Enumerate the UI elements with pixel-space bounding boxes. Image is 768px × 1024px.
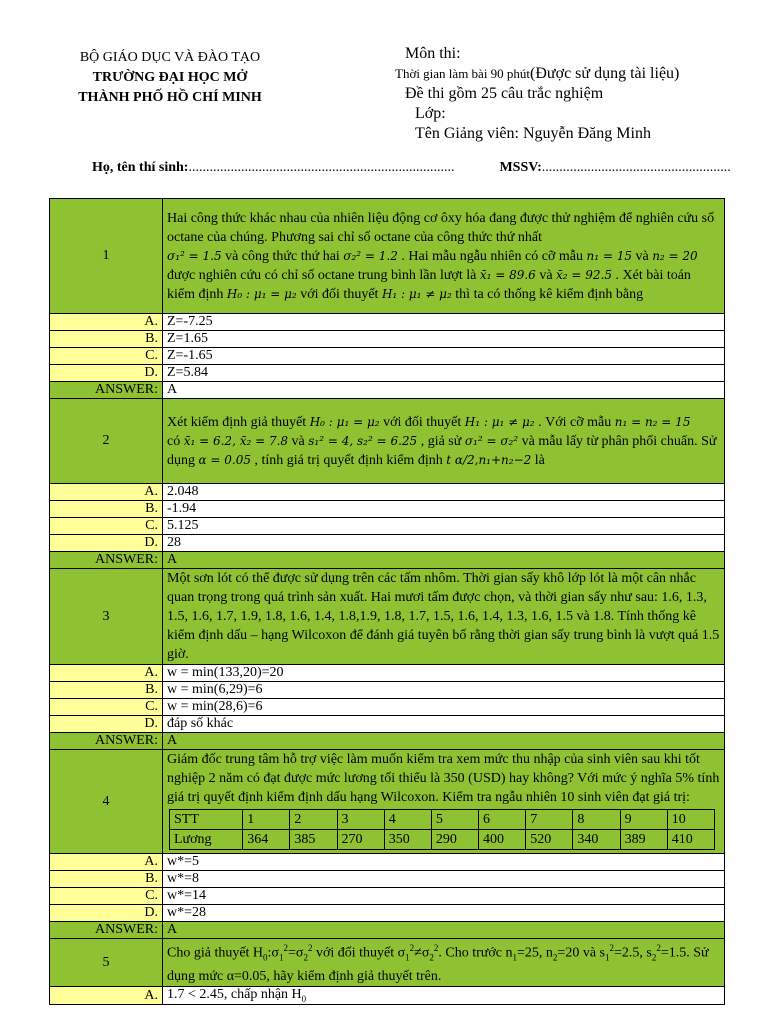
formula: n₁ = n₂ = 15 — [614, 414, 691, 429]
table-cell: 364 — [243, 830, 290, 850]
option-key: C. — [50, 518, 163, 535]
text-segment: . Xét bài toán kiểm định — [167, 267, 691, 302]
salary-table-row-values — [170, 830, 715, 850]
option-row[interactable] — [50, 699, 725, 716]
table-cell: 7 — [526, 810, 573, 830]
table-cell: 4 — [384, 810, 431, 830]
text-segment: với đối thuyết σ — [312, 945, 406, 961]
candidate-line — [92, 160, 732, 176]
table-cell: 8 — [573, 810, 620, 830]
option-text: Z=-7.25 — [163, 314, 725, 331]
question-count: Đề thi gồm 25 câu trắc nghiệm — [405, 85, 604, 102]
text-segment: 1.7 < 2.45, chấp nhận H — [167, 987, 302, 1003]
table-cell: Lương — [170, 830, 243, 850]
text-segment: 1 — [604, 952, 610, 963]
text-segment: 2 — [409, 943, 415, 953]
ministry-name: BỘ GIÁO DỤC VÀ ĐÀO TẠO — [79, 50, 261, 65]
option-row[interactable] — [50, 365, 725, 382]
text-segment: 1 — [512, 952, 518, 963]
table-cell: 9 — [620, 810, 667, 830]
subject-label: Môn thi: — [405, 45, 461, 62]
formula: s₁² = 4, s₂² = 6.25 — [308, 433, 418, 448]
text-segment: 2 — [609, 943, 614, 953]
option-row[interactable] — [50, 987, 725, 1005]
option-row[interactable] — [50, 682, 725, 699]
formula: H₀ : μ₁ = μ₂ — [226, 286, 297, 301]
question-1 — [50, 199, 725, 314]
text-segment: 2 — [433, 943, 439, 953]
answer-value: A — [163, 552, 725, 569]
answer-row — [50, 922, 725, 939]
option-text: w*=14 — [163, 888, 725, 905]
text-segment: . Cho trước n — [438, 945, 513, 961]
formula: n₁ = 15 — [586, 248, 632, 263]
option-key: D. — [50, 535, 163, 552]
formula: x̄₁ = 89.6 — [479, 267, 536, 282]
text-segment: Cho giả thuyết H — [167, 945, 264, 961]
question-number: 5 — [50, 939, 163, 987]
option-row[interactable] — [50, 518, 725, 535]
table-cell: 290 — [431, 830, 478, 850]
text-segment: =σ — [287, 945, 304, 961]
text-segment: . Với cỡ mẫu — [538, 414, 612, 430]
option-key: B. — [50, 501, 163, 518]
table-cell: 6 — [479, 810, 526, 830]
formula: x̄₁ = 6.2, x̄₂ = 7.8 — [183, 433, 289, 448]
text-segment: , tính giá trị quyết định kiểm định — [254, 452, 443, 468]
option-text: w = min(6,29)=6 — [163, 682, 725, 699]
formula: n₂ = 20 — [652, 248, 698, 263]
formula: H₁ : μ₁ ≠ μ₂ — [381, 286, 452, 301]
answer-row — [50, 733, 725, 750]
option-text: Z=-1.65 — [163, 348, 725, 365]
text-segment: :σ — [267, 945, 279, 961]
table-cell: 350 — [384, 830, 431, 850]
option-key: B. — [50, 871, 163, 888]
salary-table-row-index — [170, 810, 715, 830]
text-segment: và — [539, 267, 553, 283]
option-row[interactable] — [50, 314, 725, 331]
option-key: D. — [50, 716, 163, 733]
text-segment: và — [291, 433, 305, 449]
text-segment: 2 — [283, 943, 288, 953]
option-row[interactable] — [50, 665, 725, 682]
answer-row — [50, 382, 725, 399]
option-key: C. — [50, 348, 163, 365]
text-segment: 1 — [405, 952, 410, 963]
text-segment: 2 — [656, 943, 661, 953]
text-segment: 2 — [429, 952, 434, 963]
question-3 — [50, 569, 725, 665]
student-id-label: MSSV: — [499, 160, 542, 175]
text-segment: là — [534, 452, 545, 468]
formula: t α/2,n₁+n₂−2 — [446, 452, 532, 467]
option-text: w*=8 — [163, 871, 725, 888]
text-segment: và — [635, 248, 649, 264]
answer-label: ANSWER: — [50, 922, 163, 939]
option-text: -1.94 — [163, 501, 725, 518]
table-cell: 389 — [620, 830, 667, 850]
question-5 — [50, 939, 725, 987]
text-segment: =20 và s — [557, 945, 605, 961]
option-text: w*=28 — [163, 905, 725, 922]
formula: H₁ : μ₁ ≠ μ₂ — [464, 414, 535, 429]
text-segment: 0 — [301, 994, 307, 1005]
table-cell: 520 — [526, 830, 573, 850]
table-cell: STT — [170, 810, 243, 830]
option-row[interactable] — [50, 501, 725, 518]
question-4 — [50, 750, 725, 854]
text-segment: với đối thuyết — [383, 414, 462, 430]
option-key: C. — [50, 888, 163, 905]
text-segment: , giả sử — [420, 433, 462, 449]
question-2 — [50, 399, 725, 484]
question-number: 4 — [50, 750, 163, 854]
option-row[interactable] — [50, 716, 725, 733]
option-text: 5.125 — [163, 518, 725, 535]
class-label: Lớp: — [415, 105, 446, 122]
option-key: B. — [50, 682, 163, 699]
formula: σ₁² = σ₂² — [464, 433, 519, 448]
salary-table — [169, 809, 715, 850]
option-key: D. — [50, 905, 163, 922]
exam-materials: (Được sử dụng tài liệu) — [530, 65, 680, 82]
text-segment: 0 — [263, 952, 268, 963]
question-text: Một sơn lót có thể được sử dụng trên các tấm nhôm. Thời gian sấy khô lớp lót là một cân nhắc quan trọng trong quá trình sản xuất. Hai mươi tấm được chọn, và thời gian sấy như sau: 1.6, 1.3, 1.5, 1.6, 1.7, 1.9, 1.8, 1.6, 1.4, 1.8,1.9, 1.8, 1.7, 1.5, 1.6, 1.4, 1.3, 1.6, 1.5 và 1.8. Tính thống kê kiểm định dấu – hạng Wilcoxon để đánh giá tuyên bố rằng thời gian sấy trung bình là vượt quá 1.5 giờ. — [163, 569, 725, 665]
text-segment: được nghiên cứu có chỉ số octane trung bình lần lượt là — [167, 267, 477, 283]
answer-label: ANSWER: — [50, 733, 163, 750]
table-cell: 3 — [337, 810, 384, 830]
exam-duration: Thời gian làm bài 90 phút — [395, 66, 531, 81]
table-cell: 5 — [431, 810, 478, 830]
option-key: B. — [50, 331, 163, 348]
option-row[interactable] — [50, 871, 725, 888]
question-body: Giám đốc trung tâm hỗ trợ việc làm muốn kiểm tra xem mức thu nhập của sinh viên sau khi tốt nghiệp 2 năm có đạt được mức lương tối thiểu là 350 (USD) hay không? Với mức ý nghĩa 5% tính giá trị quyết định kiểm định dấu hạng Wilcoxon. Kiểm tra ngẫu nhiên 10 sinh viên đạt giá trị: — [167, 752, 720, 805]
table-cell: 385 — [290, 830, 337, 850]
question-text — [163, 939, 725, 987]
question-number: 1 — [50, 199, 163, 314]
option-row[interactable] — [50, 331, 725, 348]
text-segment: và mẫu lấy từ phân phối chuẩn. Sử dụng — [167, 433, 717, 468]
option-row[interactable] — [50, 348, 725, 365]
table-cell: 270 — [337, 830, 384, 850]
answer-value: A — [163, 922, 725, 939]
option-text: 28 — [163, 535, 725, 552]
formula: H₀ : μ₁ = μ₂ — [309, 414, 380, 429]
text-segment: =2.5, s — [613, 945, 652, 961]
option-row[interactable] — [50, 905, 725, 922]
text-segment: 2 — [651, 952, 657, 963]
text-segment: với đối thuyết — [300, 286, 379, 302]
formula: σ₁² = 1.5 — [167, 248, 222, 263]
table-cell: 1 — [243, 810, 290, 830]
option-row[interactable] — [50, 854, 725, 871]
question-number: 2 — [50, 399, 163, 484]
option-text: w*=5 — [163, 854, 725, 871]
option-row[interactable] — [50, 535, 725, 552]
option-text: w = min(133,20)=20 — [163, 665, 725, 682]
option-key: A. — [50, 987, 163, 1005]
option-key: A. — [50, 854, 163, 871]
text-segment: và công thức thứ hai — [225, 248, 340, 264]
option-text: Z=5.84 — [163, 365, 725, 382]
table-cell: 340 — [573, 830, 620, 850]
option-text: Z=1.65 — [163, 331, 725, 348]
question-text — [163, 199, 725, 314]
option-row[interactable] — [50, 888, 725, 905]
question-text — [163, 750, 725, 854]
text-segment: 2 — [307, 943, 313, 953]
institution-header — [40, 48, 300, 108]
candidate-name-field[interactable]: ............................................................................ — [188, 160, 455, 175]
table-cell: 2 — [290, 810, 337, 830]
text-segment: =1.5. Sử dụng mức α=0.05, hãy kiểm định giả thuyết trên. — [167, 945, 709, 985]
question-number: 3 — [50, 569, 163, 665]
text-segment: Hai công thức khác nhau của nhiên liệu động cơ ôxy hóa đang được thử nghiệm để nghiên cứu số octane của chúng. Phương sai chỉ số octane của công thức thứ nhất — [167, 210, 715, 245]
option-key: D. — [50, 365, 163, 382]
text-segment: Xét kiểm định giả thuyết — [167, 414, 307, 430]
option-key: C. — [50, 699, 163, 716]
answer-value: A — [163, 733, 725, 750]
text-segment: 2 — [303, 952, 308, 963]
candidate-name-label: Họ, tên thí sinh: — [92, 160, 189, 175]
question-text — [163, 399, 725, 484]
student-id-field[interactable]: ...................................................... — [541, 160, 731, 175]
text-segment: 2 — [552, 952, 558, 963]
text-segment: có — [167, 433, 181, 449]
formula: x̄₂ = 92.5 — [556, 267, 613, 282]
answer-label: ANSWER: — [50, 552, 163, 569]
text-segment: . Hai mẫu ngẫu nhiên có cỡ mẫu — [401, 248, 583, 264]
lecturer-name: Tên Giảng viên: Nguyễn Đăng Minh — [415, 125, 651, 142]
university-name-line2: THÀNH PHỐ HỒ CHÍ MINH — [78, 90, 262, 105]
option-row[interactable] — [50, 484, 725, 501]
option-key: A. — [50, 665, 163, 682]
option-key: A. — [50, 484, 163, 501]
option-text: 2.048 — [163, 484, 725, 501]
text-segment: ≠σ — [414, 945, 430, 961]
exam-info — [395, 44, 755, 144]
answer-row — [50, 552, 725, 569]
option-text: đáp số khác — [163, 716, 725, 733]
option-text: w = min(28,6)=6 — [163, 699, 725, 716]
formula: α = 0.05 — [198, 452, 252, 467]
option-key: A. — [50, 314, 163, 331]
option-text — [163, 987, 725, 1005]
university-name-line1: TRƯỜNG ĐẠI HỌC MỞ — [92, 70, 248, 85]
table-cell: 10 — [667, 810, 714, 830]
text-segment: thì ta có thống kê kiểm định bằng — [455, 286, 644, 302]
table-cell: 410 — [667, 830, 714, 850]
text-segment: 1 — [278, 952, 284, 963]
formula: σ₂² = 1.2 — [343, 248, 398, 263]
answer-label: ANSWER: — [50, 382, 163, 399]
text-segment: =25, n — [517, 945, 553, 961]
table-cell: 400 — [479, 830, 526, 850]
question-table — [49, 198, 725, 1005]
answer-value: A — [163, 382, 725, 399]
